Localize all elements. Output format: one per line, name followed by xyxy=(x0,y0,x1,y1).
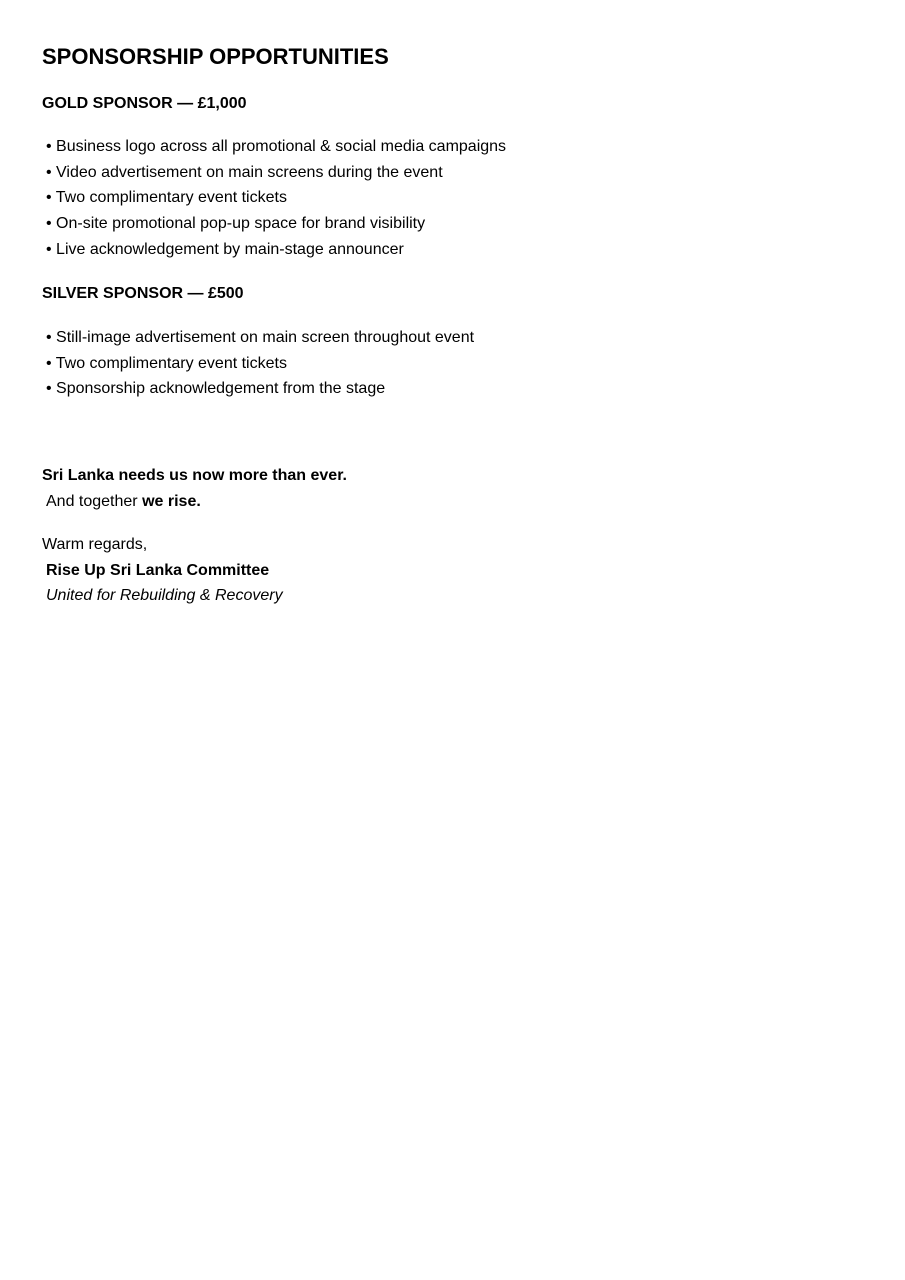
closing-line-1: Sri Lanka needs us now more than ever. xyxy=(42,467,347,484)
list-item: • On-site promotional pop-up space for brand visibility xyxy=(46,215,426,233)
gold-benefits-list xyxy=(46,137,506,265)
list-item: • Two complimentary event tickets xyxy=(46,189,287,207)
page-title: SPONSORSHIP OPPORTUNITIES xyxy=(42,44,389,69)
signoff-committee: Rise Up Sri Lanka Committee xyxy=(46,562,270,579)
closing-line-2-emphasis: we rise. xyxy=(142,493,201,510)
closing-line-2 xyxy=(46,492,201,512)
list-item: • Business logo across all promotional & social media campaigns xyxy=(46,138,507,155)
silver-sponsor-title: SILVER SPONSOR — £500 xyxy=(42,285,244,302)
list-item: • Two complimentary event tickets xyxy=(46,354,287,372)
list-item: • Still-image advertisement on main screen throughout event xyxy=(46,329,475,346)
list-item: • Video advertisement on main screens during the event xyxy=(46,163,443,181)
signoff-tagline: United for Rebuilding & Recovery xyxy=(46,587,283,604)
list-item: • Live acknowledgement by main-stage announcer xyxy=(46,240,404,258)
silver-benefits-list xyxy=(46,328,474,405)
closing-line-2-prefix: And together xyxy=(46,493,143,510)
gold-sponsor-title: GOLD SPONSOR — £1,000 xyxy=(42,95,247,112)
list-item: • Sponsorship acknowledgement from the stage xyxy=(46,380,386,398)
signoff-regards: Warm regards, xyxy=(42,536,148,553)
